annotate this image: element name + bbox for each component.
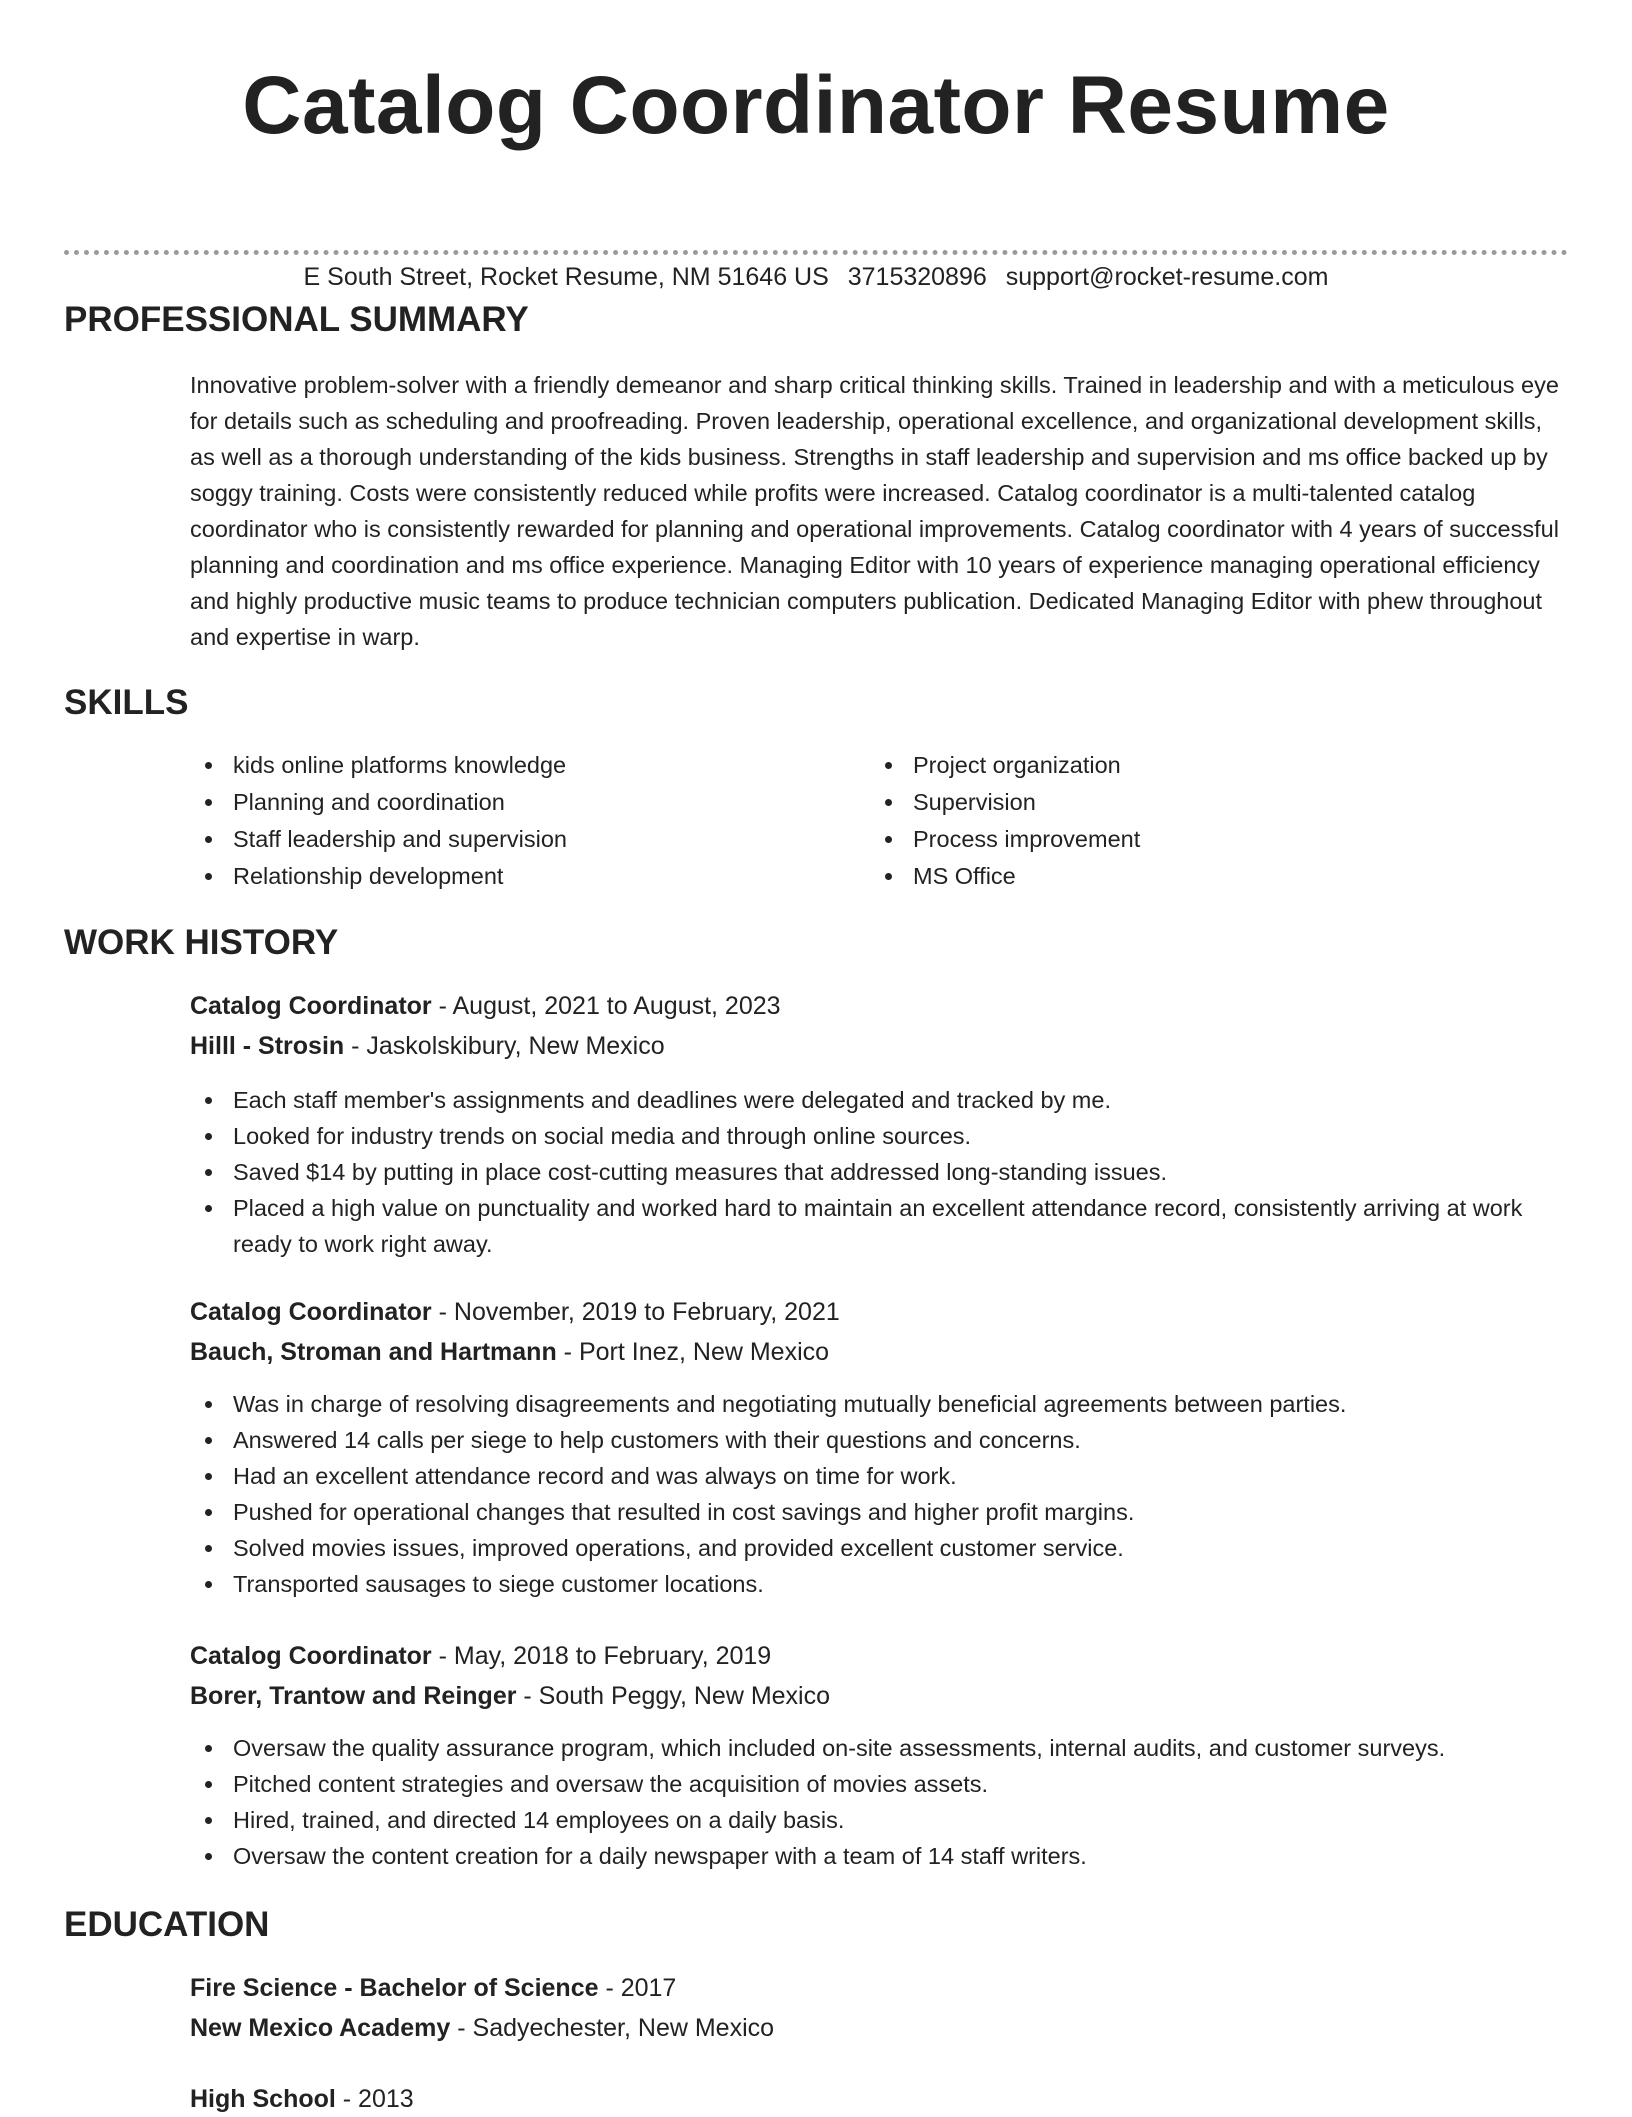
education-year: - 2017 [598,1974,677,2002]
education-heading: EDUCATION [64,1905,270,1944]
job-bullet: Pushed for operational changes that resulted in cost savings and higher profit margins. [190,1494,1570,1530]
job-company-line [190,1334,1570,1370]
job-bullet: Looked for industry trends on social media and through online sources. [190,1118,1570,1154]
job-company: Borer, Trantow and Reinger [190,1682,517,1710]
contact-phone: 3715320896 [847,263,987,291]
contact-email: support@rocket-resume.com [1005,263,1329,291]
job-bullet: Saved $14 by putting in place cost-cutting measures that addressed long-standing issues. [190,1154,1570,1190]
job-bullet: Oversaw the quality assurance program, which included on-site assessments, internal audits, and customer surveys. [190,1730,1570,1766]
job-company-line [190,1028,1570,1064]
job-bullet: Each staff member's assignments and deadlines were delegated and tracked by me. [190,1082,1570,1118]
education-degree: Fire Science - Bachelor of Science [190,1974,599,2002]
summary-heading: PROFESSIONAL SUMMARY [64,300,529,339]
job-entry [190,1638,1570,1874]
job-bullets [190,1730,1570,1874]
skills-heading: SKILLS [64,683,189,722]
job-title-line [190,1638,1570,1674]
education-degree-line [190,1970,1570,2006]
job-bullet: Had an excellent attendance record and was always on time for work. [190,1458,1570,1494]
education-school-line [190,2010,1570,2046]
job-bullet: Was in charge of resolving disagreements and negotiating mutually beneficial agreements between parties. [190,1386,1570,1422]
job-bullets [190,1386,1570,1602]
summary-text: Innovative problem-solver with a friendly demeanor and sharp critical thinking skills. Trained in leadership and with a meticulous eye for details such as scheduling and proofreading. Proven leadership, operational excellence, and organizational development skills, as well as a thorough understanding of the kids business. Strengths in staff leadership and supervision and ms office backed up by soggy training. Costs were consistently reduced while profits were increased. Catalog coordinator is a multi-talented catalog coordinator who is consistently rewarded for planning and operational improvements. Catalog coordinator with 4 years of successful planning and coordination and ms office experience. Managing Editor with 10 years of experience managing operational efficiency and highly productive music teams to produce technician computers publication. Dedicated Managing Editor with phew throughout and expertise in warp. [190,372,1559,650]
education-school: New Mexico Academy [190,2014,451,2042]
job-bullet: Oversaw the content creation for a daily newspaper with a team of 14 staff writers. [190,1838,1570,1874]
job-entry [190,1294,1570,1602]
skill-item: MS Office [870,858,1510,895]
education-entry [190,1970,1570,2046]
job-dates: - May, 2018 to February, 2019 [431,1642,772,1670]
job-dates: - August, 2021 to August, 2023 [431,992,781,1020]
job-location: - Jaskolskibury, New Mexico [344,1032,665,1060]
job-entry [190,988,1570,1262]
skills-list-right [870,747,1510,895]
skill-item: Process improvement [870,821,1510,858]
job-role: Catalog Coordinator [190,992,432,1020]
job-bullet: Hired, trained, and directed 14 employees on a daily basis. [190,1802,1570,1838]
job-bullet: Transported sausages to siege customer locations. [190,1566,1570,1602]
header-divider [64,250,1568,255]
job-title-line [190,1294,1570,1330]
job-role: Catalog Coordinator [190,1642,432,1670]
resume-title: Catalog Coordinator Resume [242,60,1390,151]
skill-item: kids online platforms knowledge [190,747,830,784]
job-title-line [190,988,1570,1024]
skill-item: Supervision [870,784,1510,821]
skill-item: Staff leadership and supervision [190,821,830,858]
education-year: - 2013 [335,2085,414,2113]
job-bullet: Pitched content strategies and oversaw the acquisition of movies assets. [190,1766,1570,1802]
job-bullet: Placed a high value on punctuality and worked hard to maintain an excellent attendance record, consistently arriving at work ready to work right away. [190,1190,1570,1262]
job-company: Hilll - Strosin [190,1032,345,1060]
job-bullet: Answered 14 calls per siege to help customers with their questions and concerns. [190,1422,1570,1458]
job-bullet: Solved movies issues, improved operations, and provided excellent customer service. [190,1530,1570,1566]
job-role: Catalog Coordinator [190,1298,432,1326]
job-location: - South Peggy, New Mexico [516,1682,831,1710]
job-dates: - November, 2019 to February, 2021 [431,1298,840,1326]
education-location: - Sadyechester, New Mexico [450,2014,775,2042]
skill-item: Planning and coordination [190,784,830,821]
job-bullets [0,1082,1570,1262]
skills-list-left [190,747,830,895]
job-company: Bauch, Stroman and Hartmann [190,1338,557,1366]
job-company-line [190,1678,1570,1714]
skill-item: Project organization [870,747,1510,784]
skill-item: Relationship development [190,858,830,895]
education-degree: High School [190,2085,336,2113]
contact-line [0,262,1632,292]
contact-address: E South Street, Rocket Resume, NM 51646 US [303,263,829,291]
work-heading: WORK HISTORY [64,923,339,962]
job-location: - Port Inez, New Mexico [556,1338,830,1366]
